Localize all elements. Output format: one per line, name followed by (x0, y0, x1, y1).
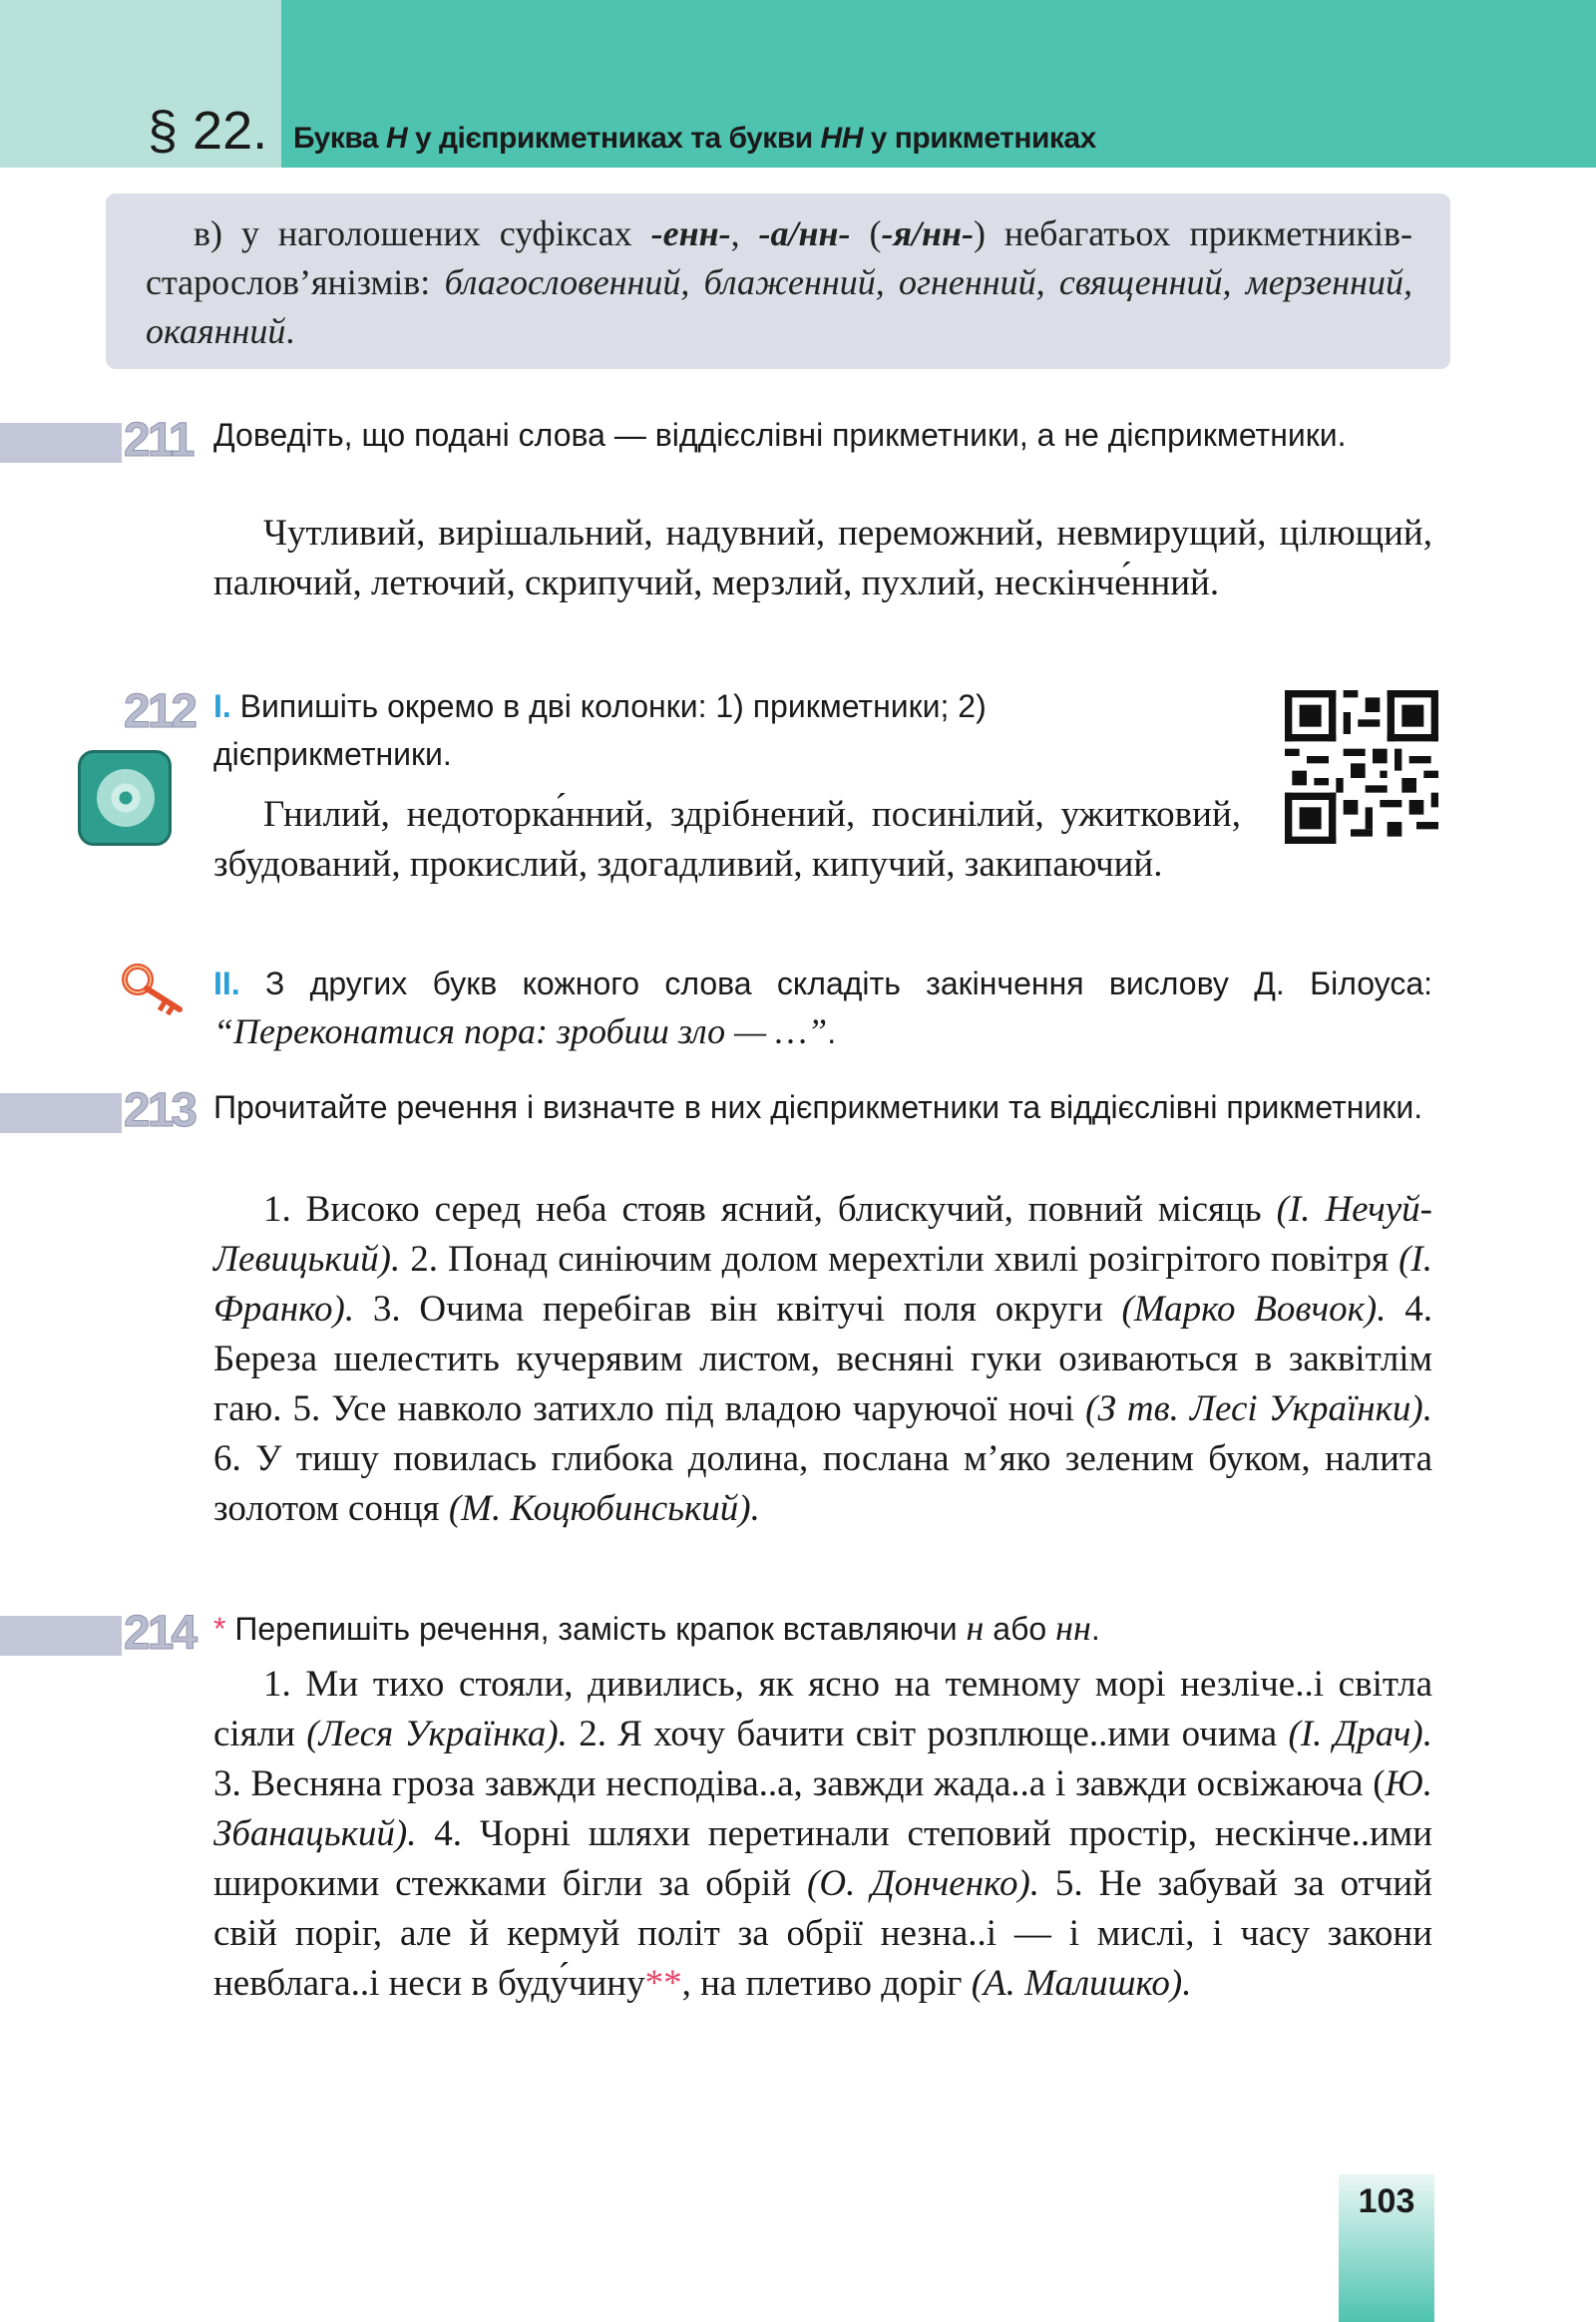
qr-code-icon[interactable] (1285, 690, 1438, 844)
exercise-bar (0, 1616, 122, 1656)
citation: (Леся Українка). (306, 1714, 568, 1754)
citation: Ю. Збанацький). (213, 1763, 1432, 1854)
page-number: 103 (1358, 2182, 1415, 2220)
sentence-text: 2. Понад синіючим долом мерехтіли хвилі розігрітого повітря (400, 1239, 1399, 1280)
sentence-text: , на плетиво доріг (681, 1963, 972, 2004)
exercise-bar (0, 1093, 122, 1133)
citation: (І. Нечуй-Левицький). (213, 1189, 1432, 1280)
exercise-number: 211 (124, 414, 193, 467)
citation: (І. Франко). (213, 1239, 1432, 1330)
rule-text: в) у наголошених суфіксах -енн-, -а/нн- (-я/нн-) небагатьох прикметників-старослов’янізмів: благословенний, блаженний, огненний, священний, мерзенний, окаянний. (146, 213, 1413, 351)
exercise-number: 212 (124, 685, 196, 738)
exercise-text: Чутливий, вирішальний, надувний, переможний, невмирущий, цілющий, палючий, летючий, скрипучий, мерзлий, пухлий, нескінче́нний. (213, 513, 1432, 603)
sentence-text: 1. Високо серед неба стояв ясний, блискучий, повний місяць (263, 1189, 1277, 1230)
exercise-text (213, 1185, 1432, 1534)
exercise-text (213, 1660, 1432, 2009)
sentence-text: 3. Весняна гроза завжди несподіва..а, завжди жада..а і завжди освіжаюча ( (213, 1763, 1386, 1804)
citation: (А. Малишко). (971, 1963, 1192, 2004)
exercise-task: * Перепишіть речення, замість крапок вставляючи н або нн. (213, 1608, 1100, 1648)
section-title: Буква Н у дієприкметниках та букви НН у прикметниках (293, 122, 1096, 155)
key-icon (120, 962, 190, 1015)
citation: (З тв. Лесі Українки). (1085, 1388, 1432, 1429)
exercise-task-part2: II. З других букв кожного слова складіть закінчення вислову Д. Білоуса: “Переконатися пора: зробиш зло — …”. (213, 966, 1433, 1051)
footnote-stars: ** (644, 1963, 682, 2004)
exercise-number: 213 (124, 1084, 196, 1137)
sentence-text: 4. Чорні шляхи перетинали степовий простір, нескінче..ими широкими стежками бігли за обрій (213, 1813, 1432, 1904)
sentence-text: 2. Я хочу бачити світ розплюще..ими очима (567, 1714, 1289, 1754)
exercise-task: I. Випишіть окремо в дві колонки: 1) прикметники; 2) дієприкметники. (213, 688, 987, 772)
exercise-text: Гнилий, недоторка́нний, здрібнений, посинілий, ужитковий, збудований, прокислий, здогадливий, кипучий, закипаючий. (213, 794, 1241, 885)
citation: (І. Драч). (1288, 1714, 1432, 1754)
exercise-task: Доведіть, що подані слова — віддієслівні прикметники, а не дієприкметники. (213, 417, 1347, 453)
sentence-text: 5. Не забувай за отчий свій поріг, але й кермуй політ за обрії незна..і — і мислі, і часу закони невблага..і неси в буду́чину (213, 1863, 1433, 2004)
citation: (О. Донченко). (807, 1863, 1040, 1904)
cd-disc-icon[interactable] (78, 750, 172, 846)
sentence-text: 6. У тишу повилась глибока долина, послана м’яко зеленим буком, налита золотом сонця (213, 1438, 1432, 1529)
citation: (Марко Вовчок). (1121, 1289, 1387, 1330)
exercise-bar (0, 423, 122, 463)
section-number: § 22. (148, 101, 268, 161)
exercise-number: 214 (124, 1607, 196, 1660)
exercise-task: Прочитайте речення і визначте в них дієприкметники та віддієслівні прикметники. (213, 1089, 1423, 1125)
sentence-text: 1. Ми тихо стояли, дивились, як ясно на темному морі незліче..і світла сіяли (213, 1664, 1432, 1754)
sentence-text: 3. Очима перебігав він квітучі поля округи (354, 1289, 1122, 1330)
sentence-text: 4. Береза шелестить кучерявим листом, весняні гуки озиваються в заквітлім гаю. 5. Усе навколо затихло під владою чаруючої ночі (213, 1289, 1433, 1429)
citation: (М. Коцюбинський). (448, 1488, 760, 1529)
